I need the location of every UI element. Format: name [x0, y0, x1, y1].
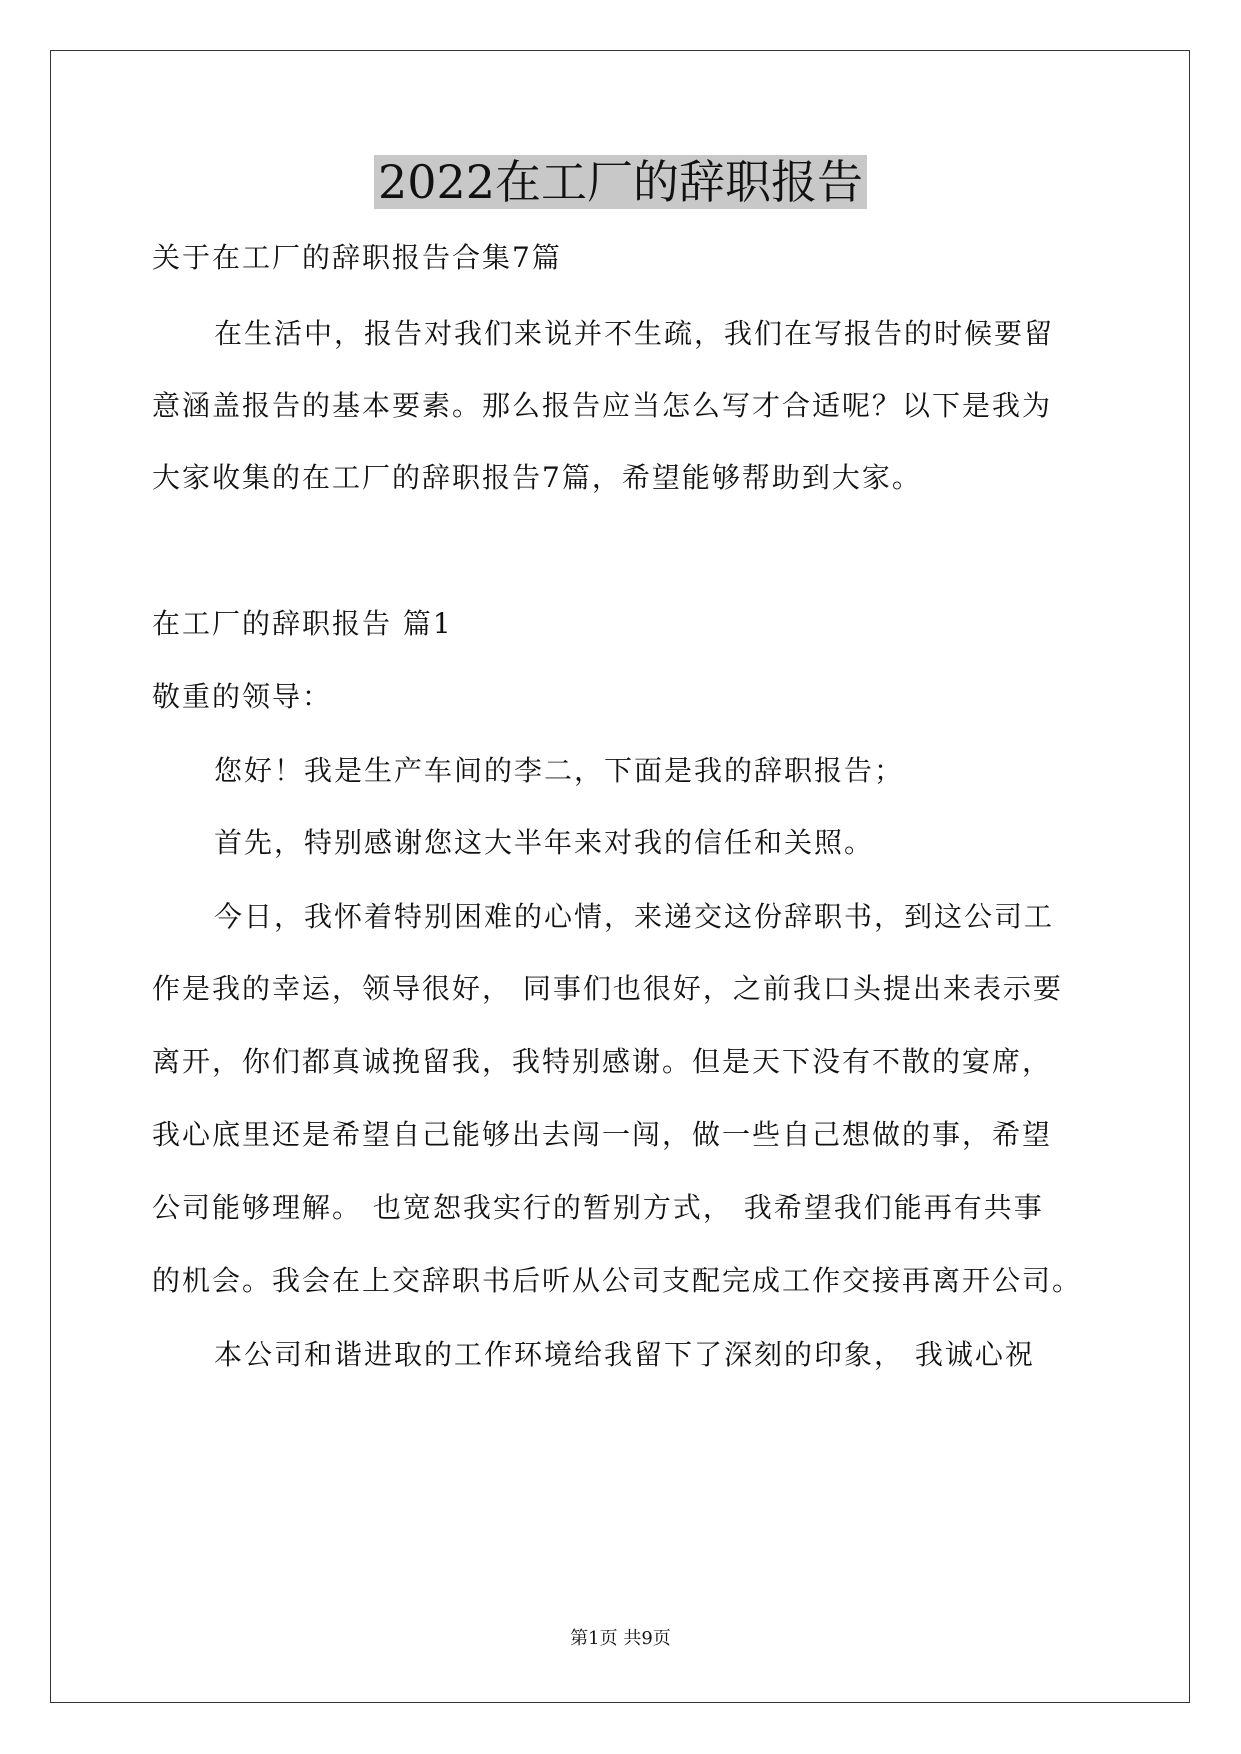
- body-paragraph-line: 首先，特别感谢您这大半年来对我的信任和关照。: [214, 826, 875, 859]
- page-border: [50, 50, 1190, 1703]
- body-paragraph-line: 今日，我怀着特别困难的心情，来递交这份辞职书，到这公司工: [214, 900, 1055, 933]
- page-number-footer: 第1页 共9页: [570, 1628, 671, 1649]
- intro-paragraph-line-1: 在生活中，报告对我们来说并不生疏，我们在写报告的时候要留: [214, 317, 1055, 350]
- salutation: 敬重的领导：: [152, 680, 333, 713]
- body-paragraph-line: 您好！我是生产车间的李二，下面是我的辞职报告；: [214, 754, 905, 787]
- body-paragraph-line: 本公司和谐进取的工作环境给我留下了深刻的印象， 我诚心祝: [214, 1338, 1035, 1371]
- intro-paragraph-line-3: 大家收集的在工厂的辞职报告7篇，希望能够帮助到大家。: [152, 461, 922, 494]
- body-paragraph-line: 作是我的幸运，领导很好， 同事们也很好，之前我口头提出来表示要: [152, 972, 1063, 1005]
- body-paragraph-line: 离开，你们都真诚挽留我，我特别感谢。但是天下没有不散的宴席，: [152, 1045, 1053, 1078]
- body-paragraph-line: 公司能够理解。 也宽恕我实行的暂别方式， 我希望我们能再有共事: [152, 1191, 1044, 1224]
- intro-paragraph-line-2: 意涵盖报告的基本要素。那么报告应当怎么写才合适呢？以下是我为: [152, 389, 1053, 422]
- section-heading: 在工厂的辞职报告 篇1: [152, 607, 453, 640]
- body-paragraph-line: 的机会。我会在上交辞职书后听从公司支配完成工作交接再离开公司。: [152, 1264, 1083, 1297]
- subtitle-line: 关于在工厂的辞职报告合集7篇: [152, 241, 562, 274]
- body-paragraph-line: 我心底里还是希望自己能够出去闯一闯，做一些自己想做的事，希望: [152, 1118, 1053, 1151]
- document-title: 2022在工厂的辞职报告: [0, 152, 1241, 212]
